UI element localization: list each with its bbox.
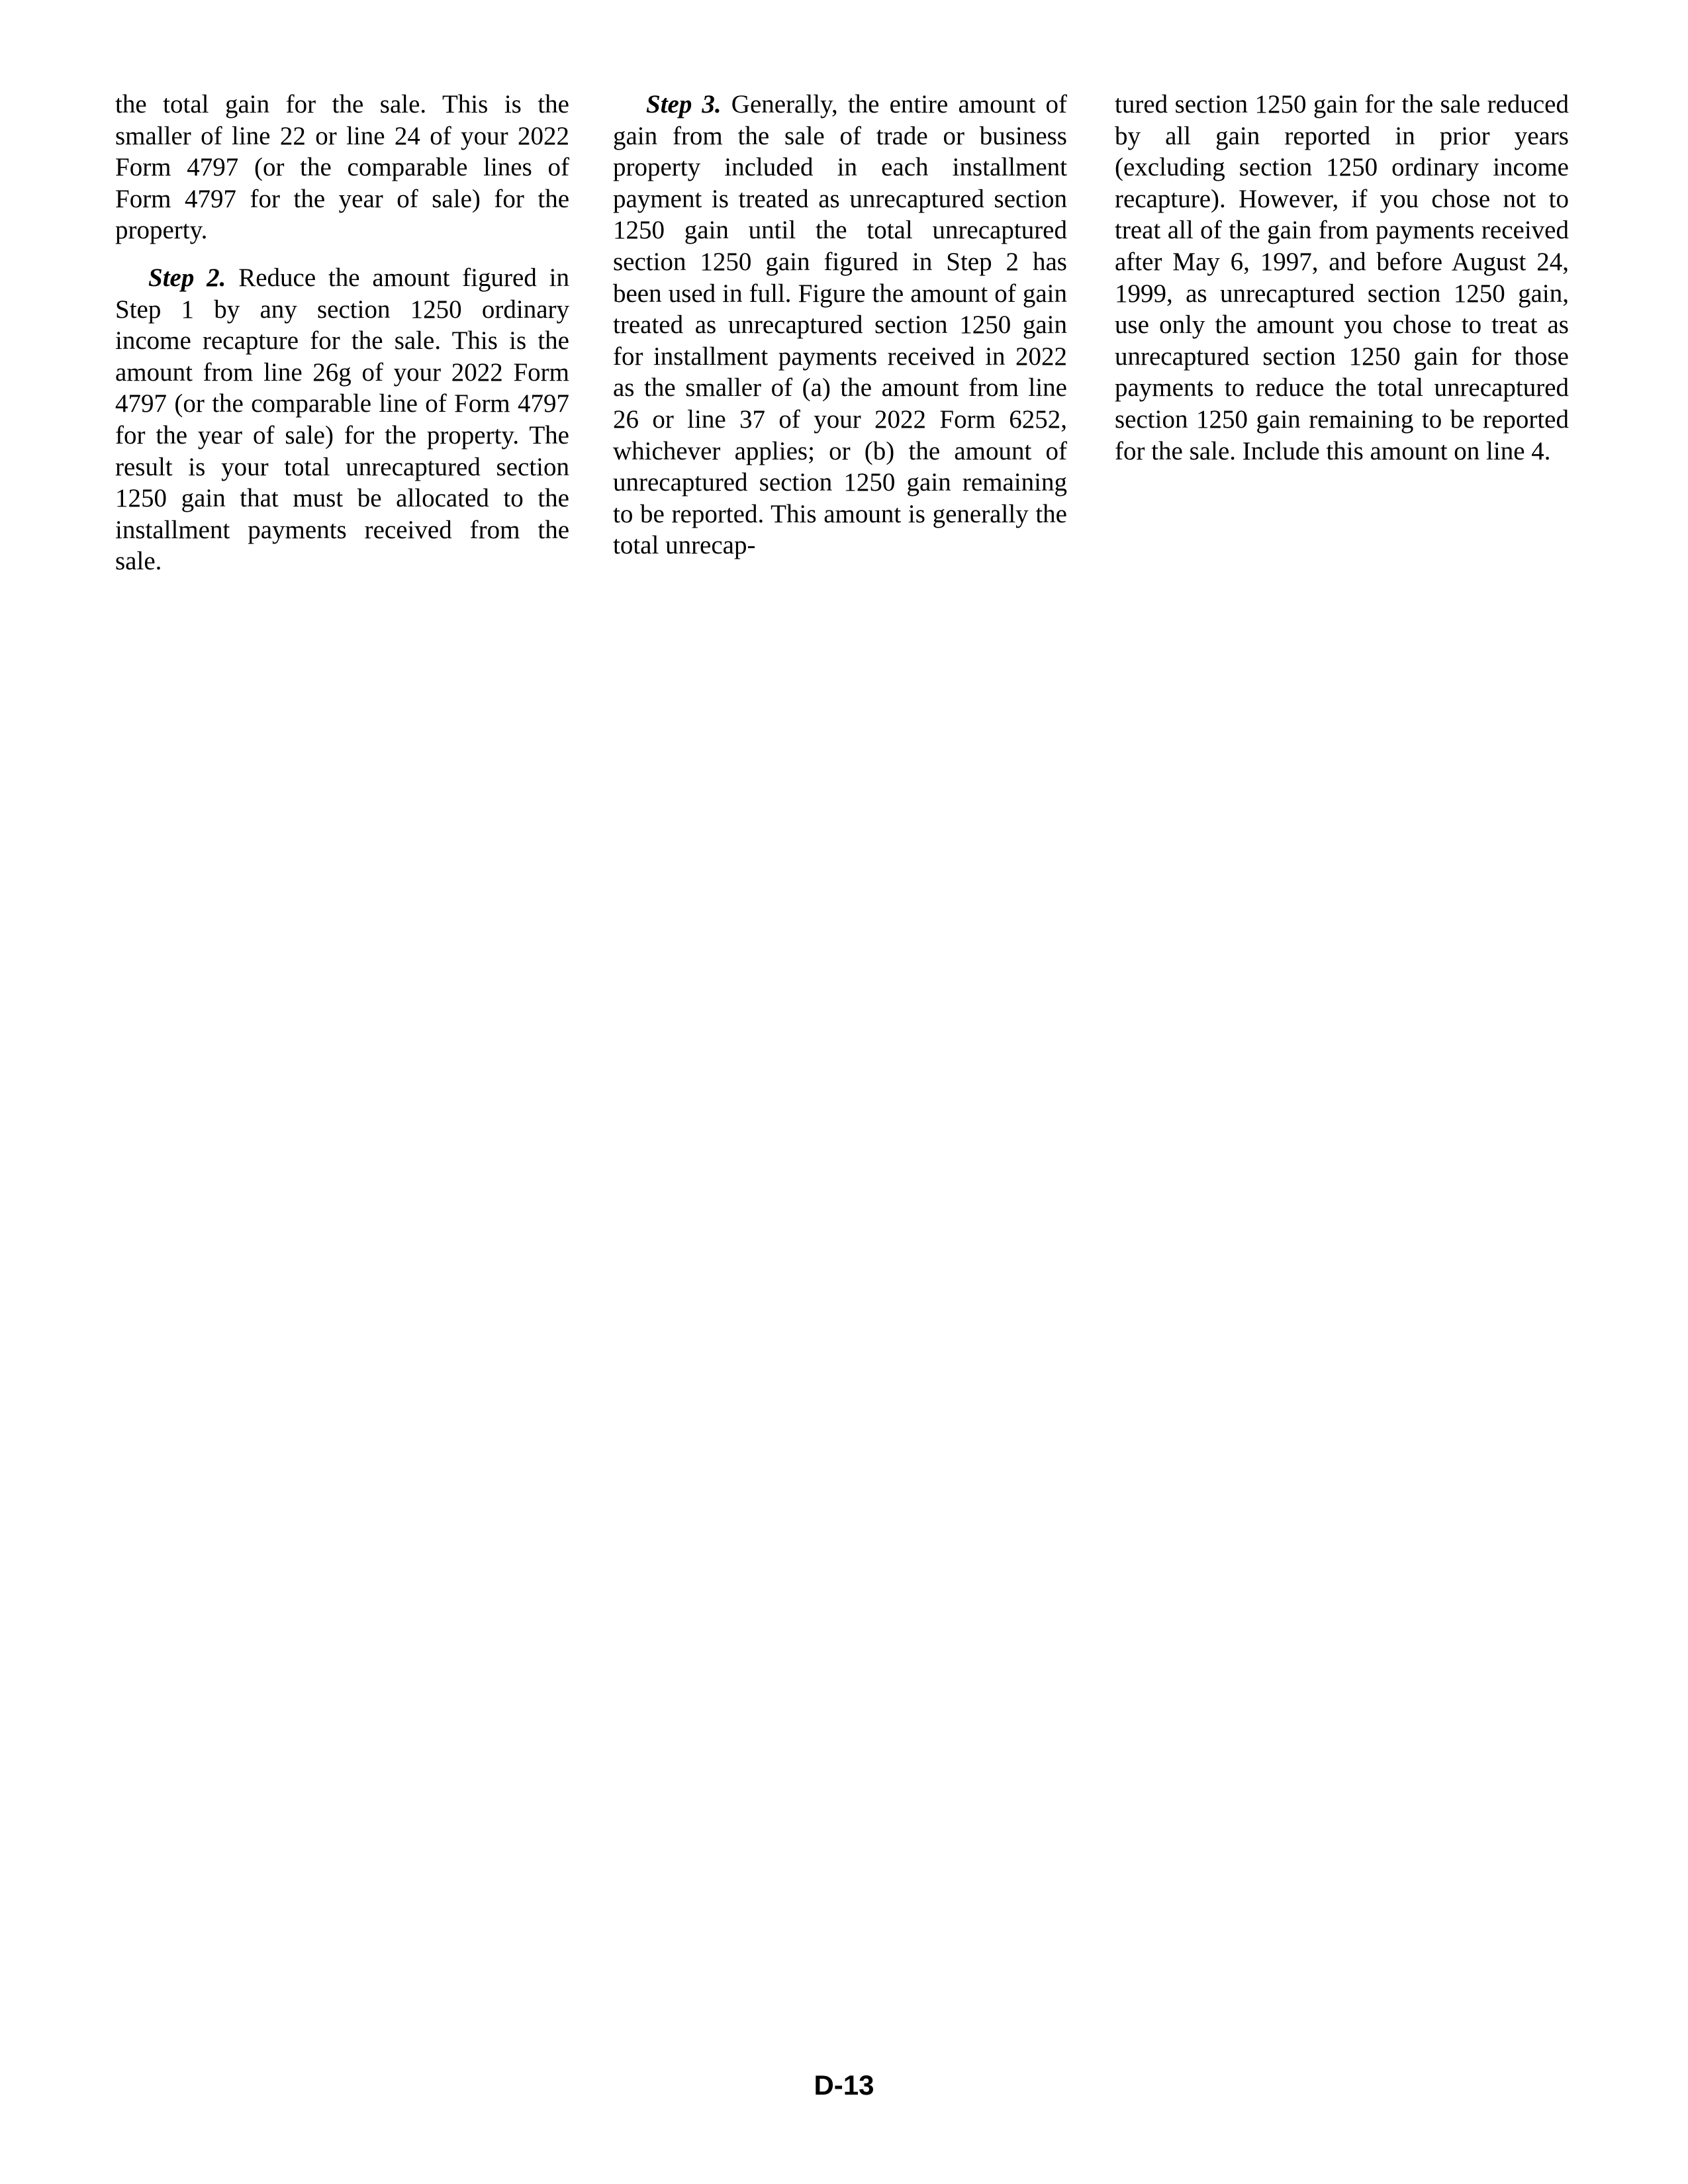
paragraph-text: Generally, the entire amount of gain from the sale of trade or business property included in each installment payment is treated as unrecaptured section 1250 gain until the total unrecaptured section 1250 gain figured in Step 2 has been used in full. Figure the amount of gain treated as unrecaptured section 1250 gain for installment payments received in 2022 as the smaller of (a) the amount from line 26 or line 37 of your 2022 Form 6252, whichever applies; or (b) the amount of unrecaptured section 1250 gain remaining to be reported. This amount is generally the total unrecap- <box>613 90 1067 560</box>
paragraph-text: tured section 1250 gain for the sale reduced by all gain reported in prior years (excluding section 1250 ordinary income recapture). However, if you chose not to treat all of the gain from payments received after May 6, 1997, and before August 24, 1999, as unrecaptured section 1250 gain, use only the amount you chose to treat as unrecaptured section 1250 gain for those payments to reduce the total unrecaptured section 1250 gain remaining to be reported for the sale. Include this amount on line 4. <box>1115 90 1569 465</box>
page-number: D-13 <box>814 2069 874 2101</box>
paragraph-step1-continued <box>115 89 569 246</box>
paragraph-text: Reduce the amount figured in Step 1 by any section 1250 ordinary income recapture for the sale. This is the amount from line 26g of your 2022 Form 4797 (or the comparable line of Form 4797 for the year of sale) for the property. The result is your total unrecaptured section 1250 gain that must be allocated to the installment payments received from the sale. <box>115 263 569 576</box>
text-column-3 <box>1115 89 1569 467</box>
paragraph-step-2 <box>115 262 569 577</box>
paragraph-step3-continued <box>1115 89 1569 467</box>
text-column-2 <box>613 89 1067 561</box>
paragraph-text: the total gain for the sale. This is the smaller of line 22 or line 24 of your 2022 Form 4797 (or the comparable lines of Form 4797 for the year of sale) for the property. <box>115 90 569 245</box>
text-column-1 <box>115 89 569 577</box>
step-2-label: Step 2. <box>148 263 226 292</box>
paragraph-step-3 <box>613 89 1067 561</box>
step-3-label: Step 3. <box>646 90 722 119</box>
